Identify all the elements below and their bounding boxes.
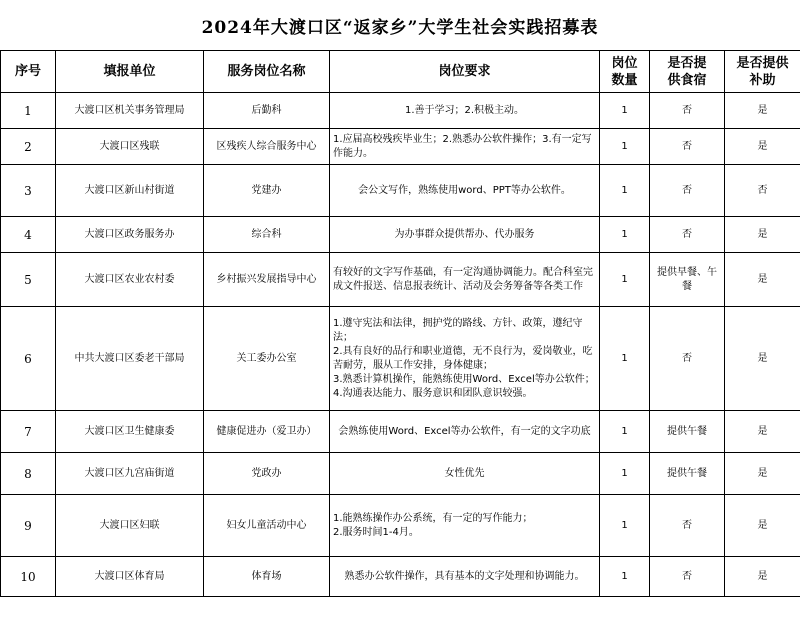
row-seq: 5 — [1, 253, 56, 307]
row-unit: 大渡口区农业农村委 — [56, 253, 204, 307]
row-seq: 1 — [1, 93, 56, 129]
table-row — [1, 495, 800, 557]
row-lodging: 否 — [650, 217, 725, 253]
row-requirements: 1.善于学习；2.积极主动。 — [330, 93, 600, 129]
table-row — [1, 453, 800, 495]
table-row — [1, 129, 800, 165]
row-lodging: 提供早餐、午餐 — [650, 253, 725, 307]
header-seq: 序号 — [1, 51, 56, 93]
recruitment-table — [0, 50, 800, 597]
row-requirements: 1.能熟练操作办公系统，有一定的写作能力； 2.服务时间1-4月。 — [330, 495, 600, 557]
row-subsidy: 否 — [725, 165, 800, 217]
row-seq: 7 — [1, 411, 56, 453]
row-seq: 8 — [1, 453, 56, 495]
row-requirements: 会公文写作，熟练使用word、PPT等办公软件。 — [330, 165, 600, 217]
row-subsidy: 是 — [725, 411, 800, 453]
row-requirements: 有较好的文字写作基础，有一定沟通协调能力。配合科室完成文件报送、信息报表统计、活动及会务筹备等各类工作 — [330, 253, 600, 307]
row-requirements: 熟悉办公软件操作，具有基本的文字处理和协调能力。 — [330, 557, 600, 597]
header-lodging: 是否提 供食宿 — [650, 51, 725, 93]
row-post: 体育场 — [204, 557, 330, 597]
row-seq: 6 — [1, 307, 56, 411]
row-subsidy: 是 — [725, 93, 800, 129]
row-subsidy: 是 — [725, 307, 800, 411]
page-title: 2024年大渡口区“返家乡”大学生社会实践招募表 — [201, 17, 599, 38]
row-seq: 4 — [1, 217, 56, 253]
row-lodging: 否 — [650, 557, 725, 597]
header-unit: 填报单位 — [56, 51, 204, 93]
row-seq: 2 — [1, 129, 56, 165]
row-lodging: 提供午餐 — [650, 453, 725, 495]
row-subsidy: 是 — [725, 495, 800, 557]
row-lodging: 否 — [650, 129, 725, 165]
row-subsidy: 是 — [725, 453, 800, 495]
row-unit: 大渡口区残联 — [56, 129, 204, 165]
row-requirements: 1.应届高校残疾毕业生；2.熟悉办公软件操作；3.有一定写作能力。 — [330, 129, 600, 165]
table-row — [1, 557, 800, 597]
row-lodging: 否 — [650, 93, 725, 129]
table-row — [1, 411, 800, 453]
table-row — [1, 307, 800, 411]
row-lodging: 否 — [650, 495, 725, 557]
row-unit: 大渡口区妇联 — [56, 495, 204, 557]
header-post: 服务岗位名称 — [204, 51, 330, 93]
table-row — [1, 93, 800, 129]
row-unit: 大渡口区新山村街道 — [56, 165, 204, 217]
row-unit: 大渡口区体育局 — [56, 557, 204, 597]
row-count: 1 — [600, 307, 650, 411]
row-count: 1 — [600, 411, 650, 453]
row-requirements: 会熟练使用Word、Excel等办公软件，有一定的文字功底 — [330, 411, 600, 453]
row-count: 1 — [600, 129, 650, 165]
row-lodging: 否 — [650, 165, 725, 217]
row-requirements: 为办事群众提供帮办、代办服务 — [330, 217, 600, 253]
row-count: 1 — [600, 165, 650, 217]
row-requirements: 1.遵守宪法和法律，拥护党的路线、方针、政策，遵纪守法； 2.具有良好的品行和职业道德，无不良行为，爱岗敬业，吃苦耐劳，服从工作安排，身体健康； 3.熟悉计算机操作，能熟练使用Word、Excel等办公软件； 4.沟通表达能力、服务意识和团队意识较强。 — [330, 307, 600, 411]
row-count: 1 — [600, 93, 650, 129]
row-post: 妇女儿童活动中心 — [204, 495, 330, 557]
row-count: 1 — [600, 495, 650, 557]
row-subsidy: 是 — [725, 253, 800, 307]
row-unit: 大渡口区机关事务管理局 — [56, 93, 204, 129]
row-seq: 9 — [1, 495, 56, 557]
row-subsidy: 是 — [725, 557, 800, 597]
row-unit: 大渡口区卫生健康委 — [56, 411, 204, 453]
row-post: 综合科 — [204, 217, 330, 253]
row-unit: 大渡口区九宫庙街道 — [56, 453, 204, 495]
table-row — [1, 253, 800, 307]
row-lodging: 否 — [650, 307, 725, 411]
row-subsidy: 是 — [725, 129, 800, 165]
row-seq: 10 — [1, 557, 56, 597]
row-count: 1 — [600, 253, 650, 307]
row-count: 1 — [600, 217, 650, 253]
header-requirements: 岗位要求 — [330, 51, 600, 93]
row-requirements: 女性优先 — [330, 453, 600, 495]
row-post: 党政办 — [204, 453, 330, 495]
header-row — [1, 51, 800, 93]
row-post: 乡村振兴发展指导中心 — [204, 253, 330, 307]
row-post: 党建办 — [204, 165, 330, 217]
table-row — [1, 165, 800, 217]
row-count: 1 — [600, 453, 650, 495]
row-post: 健康促进办（爱卫办） — [204, 411, 330, 453]
row-seq: 3 — [1, 165, 56, 217]
header-subsidy: 是否提供 补助 — [725, 51, 800, 93]
row-lodging: 提供午餐 — [650, 411, 725, 453]
row-post: 关工委办公室 — [204, 307, 330, 411]
row-count: 1 — [600, 557, 650, 597]
row-post: 区残疾人综合服务中心 — [204, 129, 330, 165]
table-row — [1, 217, 800, 253]
row-post: 后勤科 — [204, 93, 330, 129]
row-subsidy: 是 — [725, 217, 800, 253]
row-unit: 大渡口区政务服务办 — [56, 217, 204, 253]
row-unit: 中共大渡口区委老干部局 — [56, 307, 204, 411]
header-count: 岗位 数量 — [600, 51, 650, 93]
